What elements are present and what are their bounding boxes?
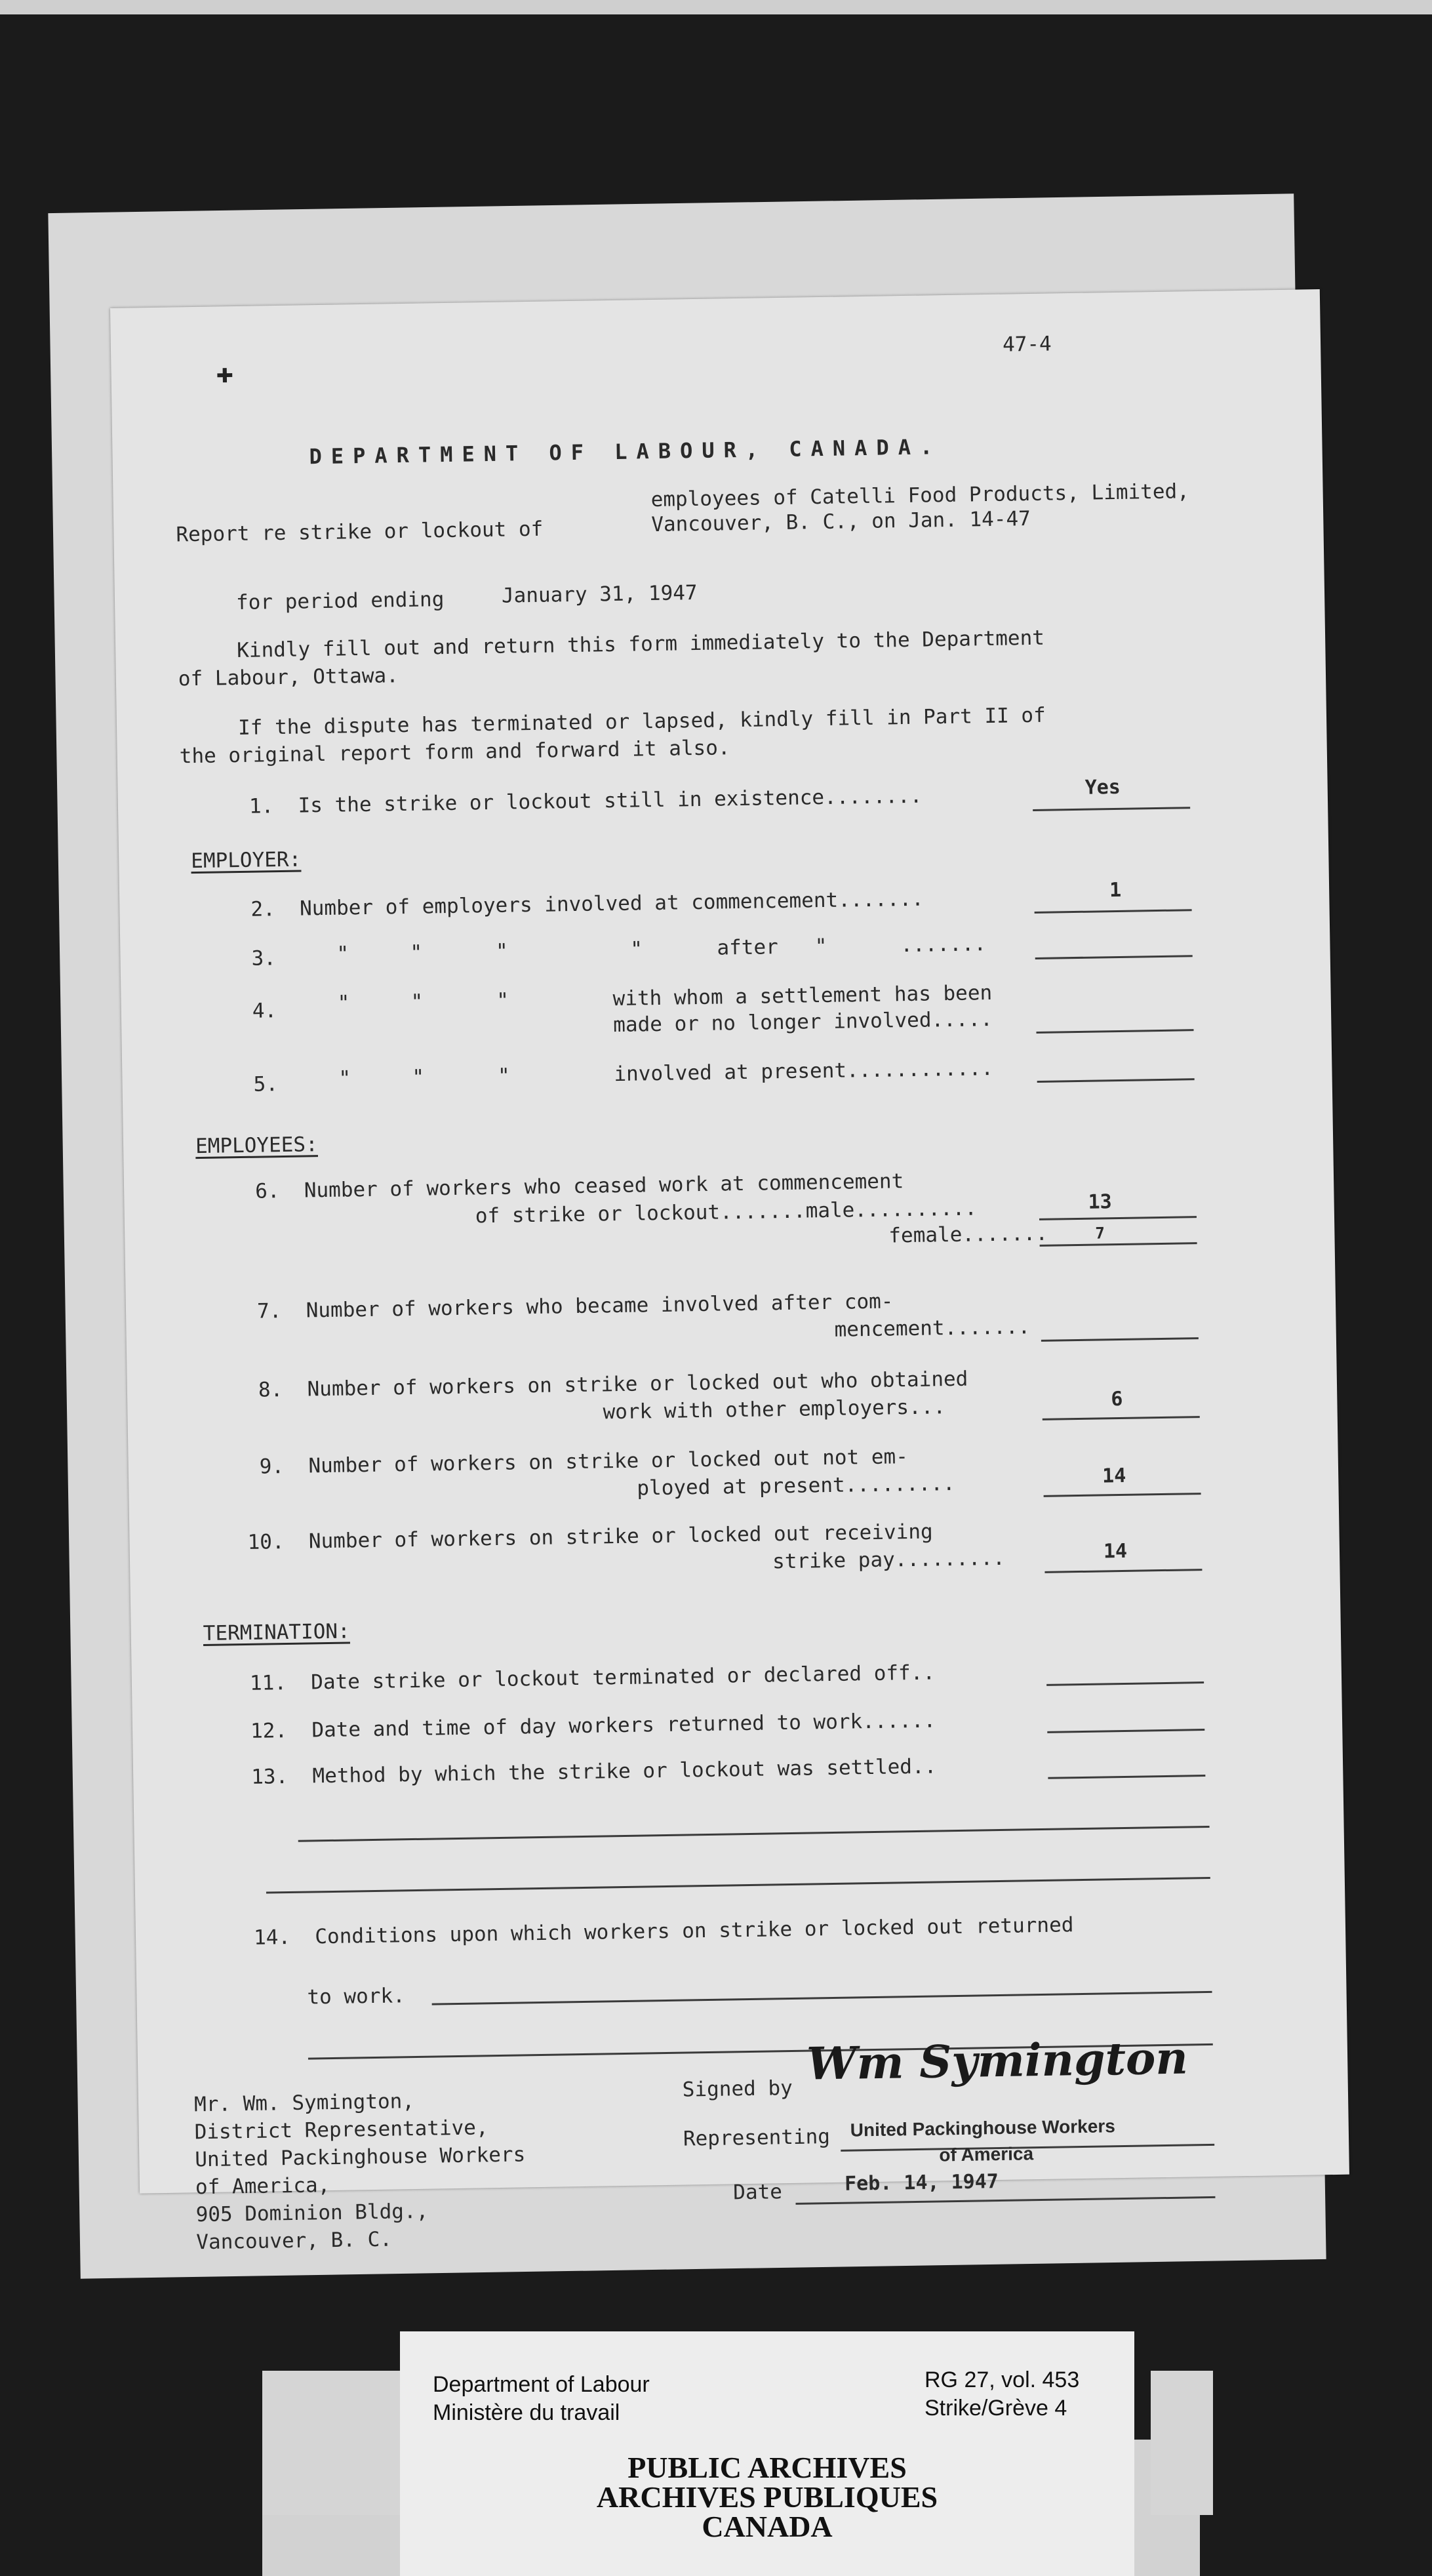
question-6-line2: of strike or lockout.......male.......... <box>475 1196 978 1228</box>
address-line: 905 Dominion Bldg., <box>195 2199 429 2227</box>
sender-address <box>194 2085 527 2256</box>
instruction1-line1: Kindly fill out and return this form immediately to the Department <box>236 626 1045 663</box>
representing-value-line2: of America <box>939 2143 1034 2165</box>
answer-6-male: 13 <box>1088 1190 1112 1214</box>
archive-volume-ref: RG 27, vol. 453 <box>925 2367 1080 2392</box>
instruction2-line2: the original report form and forward it also. <box>179 736 730 769</box>
method-extra-line-1 <box>298 1826 1210 1842</box>
report-subject-line1: employees of Catelli Food Products, Limited, <box>650 479 1190 512</box>
answer-line-9 <box>1044 1493 1201 1497</box>
answer-line-12 <box>1047 1729 1204 1733</box>
address-line: Vancouver, B. C. <box>196 2227 393 2255</box>
answer-line-5 <box>1037 1078 1195 1083</box>
question-3-ditto: " " " " <box>336 937 643 966</box>
question-4-line1: with whom a settlement has been <box>612 981 993 1011</box>
question-10-line2: strike pay......... <box>772 1546 1005 1574</box>
answer-line-4 <box>1036 1029 1193 1034</box>
answer-line-6-female <box>1040 1242 1197 1247</box>
archive-stamp-line3: CANADA <box>702 2510 833 2543</box>
archive-dept-fr: Ministère du travail <box>433 2400 620 2425</box>
report-form-page <box>110 289 1349 2255</box>
answer-line-13 <box>1048 1775 1205 1779</box>
question-5-ditto: " " " <box>338 1064 511 1091</box>
termination-heading: TERMINATION: <box>203 1619 350 1646</box>
archive-card-tab-left <box>262 2371 407 2515</box>
scan-top-edge <box>0 0 1432 14</box>
question-14-line1: 14. Conditions upon which workers on strike or locked out returned <box>253 1913 1074 1950</box>
question-10-line1: 10. Number of workers on strike or locked out receiving <box>247 1519 933 1554</box>
answer-line-10 <box>1044 1569 1202 1573</box>
question-8-line1: 8. Number of workers on strike or locked out who obtained <box>258 1367 968 1402</box>
representing-label: Representing <box>683 2125 831 2151</box>
question-3-text: after " ....... <box>717 932 987 960</box>
question-4-line2: made or no longer involved..... <box>612 1007 993 1037</box>
report-label: Report re strike or lockout of <box>176 517 544 547</box>
representing-value-line1: United Packinghouse Workers <box>850 2116 1116 2141</box>
question-7-line1: 7. Number of workers who became involved after com- <box>256 1289 894 1323</box>
date-value: Feb. 14, 1947 <box>844 2170 999 2196</box>
address-line: Mr. Wm. Symington, <box>193 2089 415 2117</box>
form-heading: DEPARTMENT OF LABOUR, CANADA. <box>309 434 942 470</box>
signed-label: Signed by <box>682 2076 793 2102</box>
question-9-line2: ployed at present......... <box>637 1471 955 1500</box>
archive-stamp-line2: ARCHIVES PUBLIQUES <box>596 2480 938 2514</box>
archive-reference-card <box>400 2331 1134 2576</box>
archive-file-ref: Strike/Grève 4 <box>925 2396 1067 2421</box>
report-subject-line2: Vancouver, B. C., on Jan. 14-47 <box>651 506 1031 537</box>
answer-1: Yes <box>1084 775 1121 799</box>
signature: Wm Symington <box>806 2032 1189 2091</box>
answer-line-3 <box>1035 955 1193 959</box>
question-4-ditto: " " " <box>337 988 509 1015</box>
question-2: 2. Number of employers involved at commencement....... <box>250 887 925 921</box>
answer-line-7 <box>1041 1337 1199 1342</box>
question-13: 13. Method by which the strike or lockout was settled.. <box>250 1754 937 1789</box>
period-value: January 31, 1947 <box>501 580 698 608</box>
address-line: of America, <box>195 2173 330 2200</box>
page-number: 47-4 <box>1002 332 1052 357</box>
instruction1-line2: of Labour, Ottawa. <box>178 664 399 691</box>
answer-line-8 <box>1043 1416 1200 1420</box>
answer-10: 14 <box>1103 1539 1128 1563</box>
answer-line-1 <box>1033 807 1190 811</box>
question-1: 1. Is the strike or lockout still in existence........ <box>249 784 923 818</box>
answer-line-11 <box>1046 1681 1204 1686</box>
period-label: for period ending <box>235 588 445 615</box>
answer-line-2 <box>1035 909 1192 914</box>
address-line: District Representative, <box>194 2116 488 2144</box>
answer-8: 6 <box>1111 1387 1123 1411</box>
question-12: 12. Date and time of day workers returned to work...... <box>250 1708 936 1743</box>
question-14-line2: to work. <box>307 1984 406 2009</box>
punch-mark-icon: ✚ <box>216 356 234 390</box>
method-extra-line-2 <box>266 1877 1210 1894</box>
answer-2: 1 <box>1109 878 1122 902</box>
employer-heading: EMPLOYER: <box>190 847 302 874</box>
address-line: United Packinghouse Workers <box>195 2143 526 2172</box>
archive-card-tab-right <box>1151 2371 1213 2515</box>
conditions-line-1 <box>432 1991 1212 2005</box>
question-6-line3: female....... <box>888 1221 1048 1248</box>
archive-stamp-line1: PUBLIC ARCHIVES <box>627 2451 907 2484</box>
question-5-text: involved at present............ <box>614 1056 994 1087</box>
employees-heading: EMPLOYEES: <box>195 1133 318 1159</box>
answer-line-6-male <box>1039 1216 1197 1220</box>
question-3-number: 3. <box>251 946 277 971</box>
question-9-line1: 9. Number of workers on strike or locked out not em- <box>259 1445 909 1479</box>
question-4-number: 4. <box>252 999 277 1023</box>
archive-dept-en: Department of Labour <box>433 2372 650 2397</box>
answer-6-female: 7 <box>1095 1224 1105 1243</box>
answer-9: 14 <box>1102 1464 1126 1488</box>
question-5-number: 5. <box>253 1072 279 1097</box>
question-6-line1: 6. Number of workers who ceased work at commencement <box>254 1169 904 1203</box>
date-label: Date <box>732 2180 783 2205</box>
instruction2-line1: If the dispute has terminated or lapsed, kindly fill in Part II of <box>237 703 1046 740</box>
question-8-line2: work with other employers... <box>603 1395 946 1424</box>
question-7-line2: mencement....... <box>834 1315 1031 1342</box>
question-11: 11. Date strike or lockout terminated or declared off.. <box>249 1660 936 1695</box>
